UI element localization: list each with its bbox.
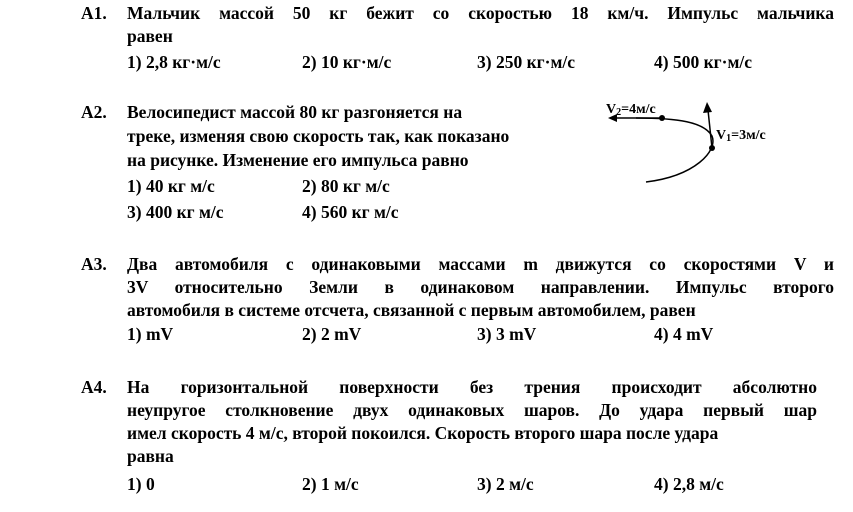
question-text-line: треке, изменяя свою скорость так, как показано [127,126,510,146]
question-number: A2. [81,102,107,122]
question-text-line: имел скорость 4 м/с, второй покоился. Скорость второго шара после удара [127,423,719,443]
question-text-line: равен [127,26,173,46]
question-text-line: равна [127,446,174,466]
answer-option-4: 4) 500 кг·м/с [654,52,752,72]
v2-point [659,115,665,121]
v1-label: $V_1=3м/с$ [716,128,766,144]
question-text-line: Велосипедист массой 80 кг разгоняется на [127,102,463,122]
v1-point [709,145,715,151]
answer-option-4: 4) 2,8 м/с [654,474,724,494]
answer-option-2: 2) 2 mV [302,324,362,344]
answer-option-4: 4) 4 mV [654,324,714,344]
question-text-line: автомобиля в системе отсчета, связанной с первым автомобилем, равен [127,300,696,320]
question-number: A3. [81,254,107,274]
answer-option-3: 3) 250 кг·м/с [477,52,575,72]
v1-arrowhead [703,102,712,113]
answer-option-2: 2) 10 кг·м/с [302,52,392,72]
question-text-line: на рисунке. Изменение его импульса равно [127,150,469,170]
question-text-line: Два автомобиля с одинаковыми массами m движутся со скоростями V и [127,254,834,274]
question-text-line: На горизонтальной поверхности без трения происходит абсолютно [127,377,817,397]
answer-option-4: 4) 560 кг м/с [302,202,399,222]
question-text-line: неупругое столкновение двух одинаковых шаров. До удара первый шар [127,400,817,420]
question-number: A1. [81,3,107,23]
answer-option-1: 1) mV [127,324,174,344]
question-text-line: Мальчик массой 50 кг бежит со скоростью 18 км/ч. Импульс мальчика [127,3,834,23]
question-text-line: 3V относительно Земли в одинаковом направлении. Импульс второго [127,277,834,297]
question-number: A4. [81,377,107,397]
answer-option-2: 2) 1 м/с [302,474,359,494]
trajectory-curve [636,118,713,182]
answer-option-3: 3) 3 mV [477,324,537,344]
answer-option-1: 1) 40 кг м/с [127,176,215,196]
answer-option-2: 2) 80 кг м/с [302,176,390,196]
v2-label: $V_2=4м/с$ [606,102,656,118]
answer-option-3: 3) 400 кг м/с [127,202,224,222]
velocity-diagram [600,96,830,197]
answer-option-1: 1) 2,8 кг·м/с [127,52,221,72]
answer-option-3: 3) 2 м/с [477,474,534,494]
v1-arrow [708,110,712,148]
answer-option-1: 1) 0 [127,474,155,494]
